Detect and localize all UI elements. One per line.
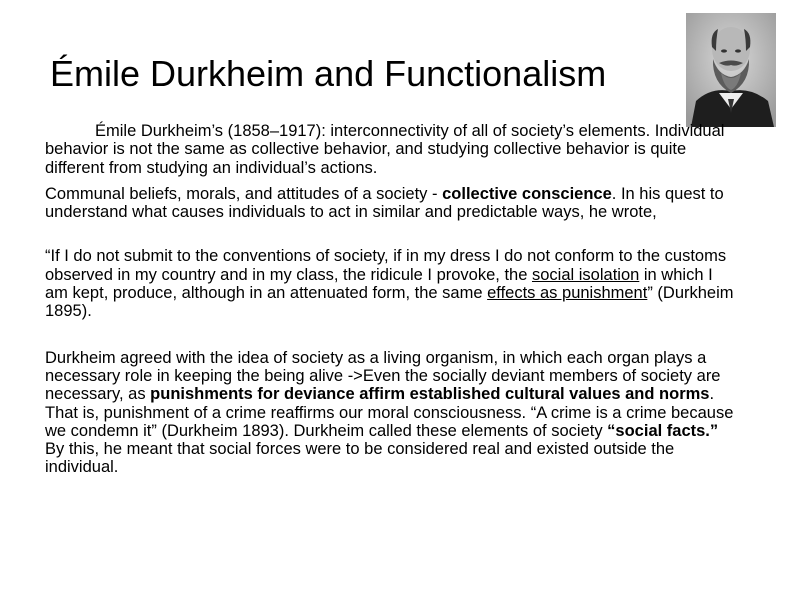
paragraph-collective-conscience [45, 185, 735, 222]
p2-bold-term: collective conscience [442, 184, 612, 203]
paragraph-living-organism [45, 349, 735, 477]
p4-text-c: . That is, punishment of a crime reaffirms our moral consciousness. “A crime is a crime because we condemn it” (Durkheim 1893). Durkheim called these elements of society [45, 385, 734, 440]
p4-bold-punishments: punishments for deviance affirm established cultural values and norms [150, 385, 710, 404]
p3-underline-social-isolation: social isolation [531, 265, 640, 284]
intro-text: Émile Durkheim’s (1858–1917): interconnectivity of all of society’s elements. Individual behavior is not the same as collective behavior, and studying collective behavior is quite different from studying an individual’s actions. [45, 122, 725, 177]
p4-text-e: By this, he meant that social forces were to be considered real and existed outside the individual. [45, 440, 675, 477]
p3-underline-effects: effects as punishment [487, 284, 648, 303]
p3-text-a: “If I do not submit to the conventions of society, if in my dress I do not conform to the customs observed in my country and in my class, the ridicule I provoke, the [45, 247, 727, 284]
paragraph-intro [45, 122, 735, 177]
slide-body [45, 122, 735, 477]
p4-bold-social-facts: “social facts.” [607, 421, 719, 440]
slide-title: Émile Durkheim and Functionalism [50, 53, 607, 94]
p2-text-a: Communal beliefs, morals, and attitudes of a society - [45, 184, 443, 203]
portrait-photo-icon [686, 13, 776, 127]
p3-text-c: in which I am kept, produce, although in an attenuated form, the same [45, 265, 713, 303]
p2-text-c: . In his quest to understand what causes individuals to act in similar and predictable ways, he wrote, [45, 184, 724, 222]
p4-text-a: Durkheim agreed with the idea of society as a living organism, in which each organ plays a necessary role in keeping the being alive ->Even the socially deviant members of society are necessary, as [45, 348, 721, 404]
p3-text-e: ” (Durkheim 1895). [45, 284, 734, 321]
paragraph-quote [45, 247, 735, 320]
